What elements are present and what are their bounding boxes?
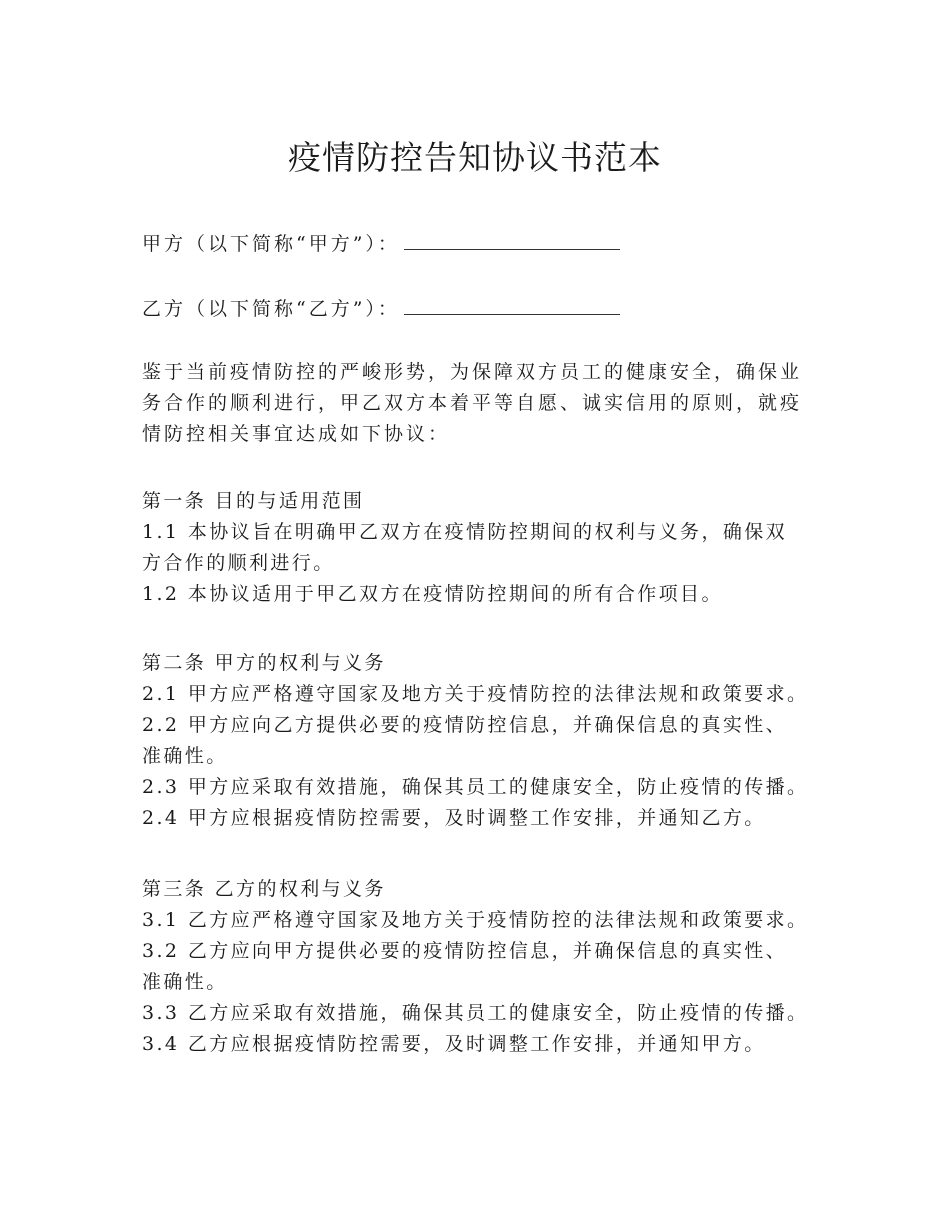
clause-line: 2.2 甲方应向乙方提供必要的疫情防控信息，并确保信息的真实性、	[142, 714, 788, 736]
section-heading: 第三条 乙方的权利与义务	[142, 878, 386, 900]
clause-line: 3.4 乙方应根据疫情防控需要，及时调整工作安排，并通知甲方。	[142, 1033, 766, 1055]
party-a-label: 甲方（以下简称“甲方”）：	[142, 233, 400, 255]
section-1	[142, 486, 842, 610]
clause-line: 3.3 乙方应采取有效措施，确保其员工的健康安全，防止疫情的传播。	[142, 1002, 809, 1024]
clause-line: 1.2 本协议适用于甲乙双方在疫情防控期间的所有合作项目。	[142, 583, 723, 605]
clause-line: 3.2 乙方应向甲方提供必要的疫情防控信息，并确保信息的真实性、	[142, 940, 788, 962]
intro-line: 务合作的顺利进行，甲乙双方本着平等自愿、诚实信用的原则，就疫	[142, 392, 803, 414]
intro-line: 鉴于当前疫情防控的严峻形势，为保障双方员工的健康安全，确保业	[142, 361, 803, 383]
intro-paragraph	[142, 357, 822, 450]
section-2	[142, 648, 842, 834]
clause-line: 1.1 本协议旨在明确甲乙双方在疫情防控期间的权利与义务，确保双	[142, 521, 788, 543]
party-b-blank	[404, 294, 620, 315]
clause-line: 准确性。	[142, 971, 228, 993]
clause-line: 准确性。	[142, 745, 228, 767]
section-heading: 第二条 甲方的权利与义务	[142, 652, 386, 674]
section-heading: 第一条 目的与适用范围	[142, 490, 365, 512]
clause-line: 3.1 乙方应严格遵守国家及地方关于疫情防控的法律法规和政策要求。	[142, 909, 809, 931]
clause-line: 2.4 甲方应根据疫情防控需要，及时调整工作安排，并通知乙方。	[142, 807, 766, 829]
clause-line: 2.3 甲方应采取有效措施，确保其员工的健康安全，防止疫情的传播。	[142, 776, 809, 798]
party-b-line	[142, 294, 702, 324]
clause-line: 2.1 甲方应严格遵守国家及地方关于疫情防控的法律法规和政策要求。	[142, 683, 809, 705]
party-b-label: 乙方（以下简称“乙方”）：	[142, 298, 400, 320]
section-3	[142, 874, 842, 1060]
document-title: 疫情防控告知协议书范本	[288, 138, 662, 177]
clause-line: 方合作的顺利进行。	[142, 552, 335, 574]
party-a-blank	[404, 229, 620, 250]
party-a-line	[142, 229, 702, 259]
intro-line: 情防控相关事宜达成如下协议：	[142, 423, 451, 445]
